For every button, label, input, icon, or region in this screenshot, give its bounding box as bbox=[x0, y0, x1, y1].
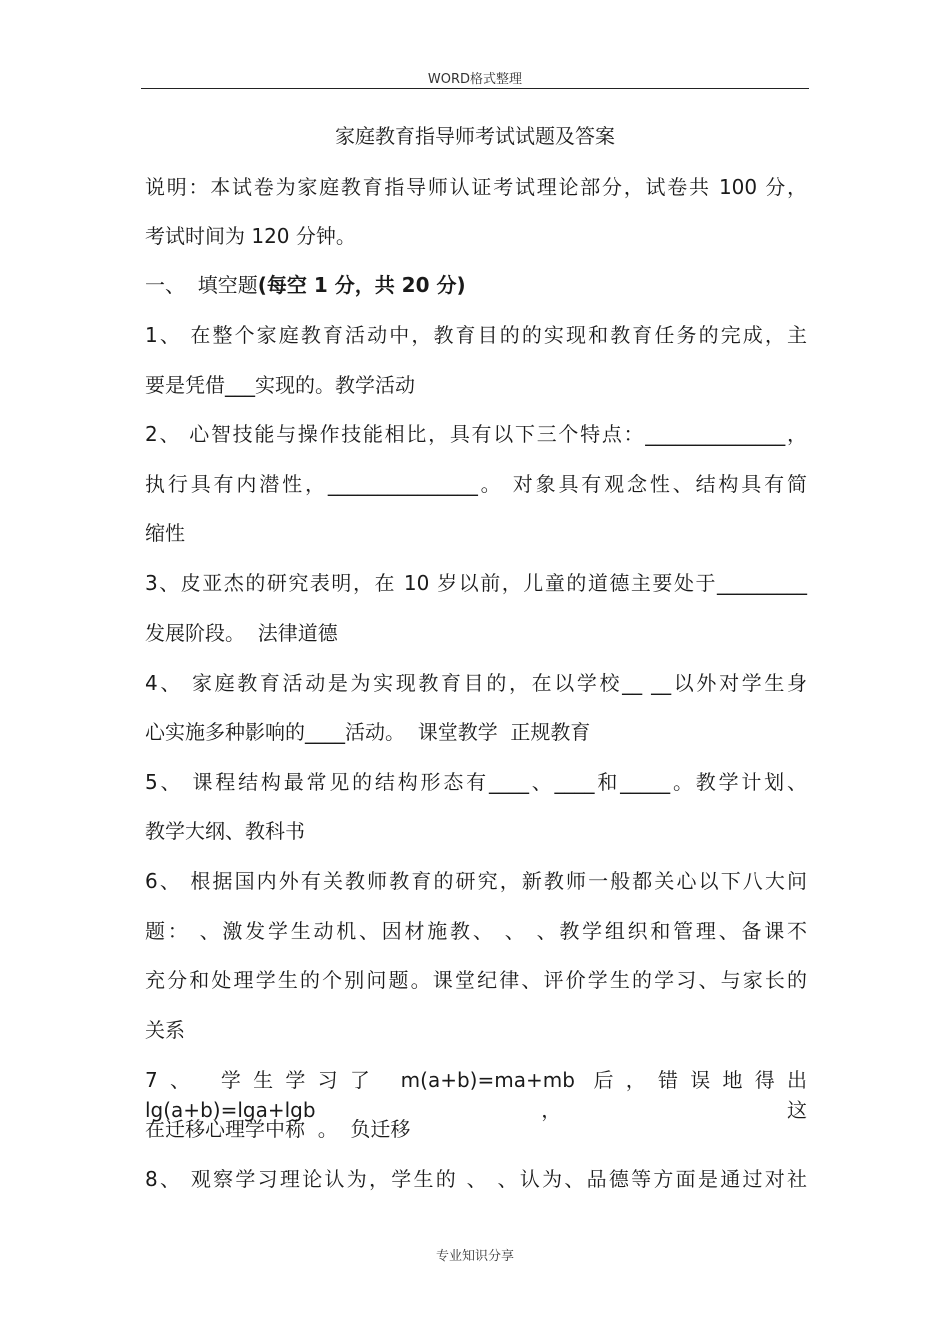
intro-line-2: 考试时间为 120 分钟。 bbox=[145, 224, 356, 248]
page-footer: 专业知识分享 bbox=[435, 1249, 514, 1264]
body-line: 3、皮亚杰的研究表明，在 10 岁以前，儿童的道德主要处于_________ bbox=[145, 571, 807, 595]
page-header: WORD格式整理 bbox=[427, 72, 523, 87]
body-line: 执行具有内潜性，_______________。 对象具有观念性、结构具有简 bbox=[145, 472, 807, 496]
body-line: 1、 在整个家庭教育活动中，教育目的的实现和教育任务的完成，主 bbox=[145, 323, 807, 347]
body-line: 要是凭借___实现的。教学活动 bbox=[145, 373, 415, 397]
body-line: 7、 学生学习了 m(a+b)=ma+mb 后，错误地得出 lg(a+b)=lga+lgb，这 bbox=[145, 1068, 807, 1122]
body-line: 题： 、激发学生动机、因材施教、 、 、教学组织和管理、备课不 bbox=[145, 919, 807, 943]
section-heading bbox=[145, 270, 807, 300]
document-title: 家庭教育指导师考试试题及答案 bbox=[335, 124, 615, 148]
body-line: 充分和处理学生的个别问题。课堂纪律、评价学生的学习、与家长的 bbox=[145, 968, 807, 992]
body-line: 缩性 bbox=[145, 521, 185, 545]
intro-line-1: 说明：本试卷为家庭教育指导师认证考试理论部分，试卷共 100 分， bbox=[145, 175, 807, 199]
body-line: 5、 课程结构最常见的结构形态有____、____和_____。教学计划、 bbox=[145, 770, 807, 794]
body-line: 发展阶段。 法律道德 bbox=[145, 621, 338, 645]
body-line: 在迁移心理学中称 。 负迁移 bbox=[145, 1117, 411, 1141]
body-line: 8、 观察学习理论认为，学生的 、 、认为、品德等方面是通过对社 bbox=[145, 1167, 807, 1191]
body-line: 教学大纲、教科书 bbox=[145, 819, 305, 843]
section-label: 一、 填空题 bbox=[145, 273, 258, 297]
section-note: (每空 1 分，共 20 分) bbox=[257, 273, 466, 297]
body-line: 关系 bbox=[145, 1018, 185, 1042]
header-divider bbox=[141, 88, 809, 89]
body-line: 2、 心智技能与操作技能相比，具有以下三个特点：______________， bbox=[145, 422, 807, 446]
body-line: 6、 根据国内外有关教师教育的研究，新教师一般都关心以下八大问 bbox=[145, 869, 807, 893]
body-line: 4、 家庭教育活动是为实现教育目的，在以学校__ __以外对学生身 bbox=[145, 671, 807, 695]
body-line: 心实施多种影响的____活动。 课堂教学 正规教育 bbox=[145, 720, 591, 744]
